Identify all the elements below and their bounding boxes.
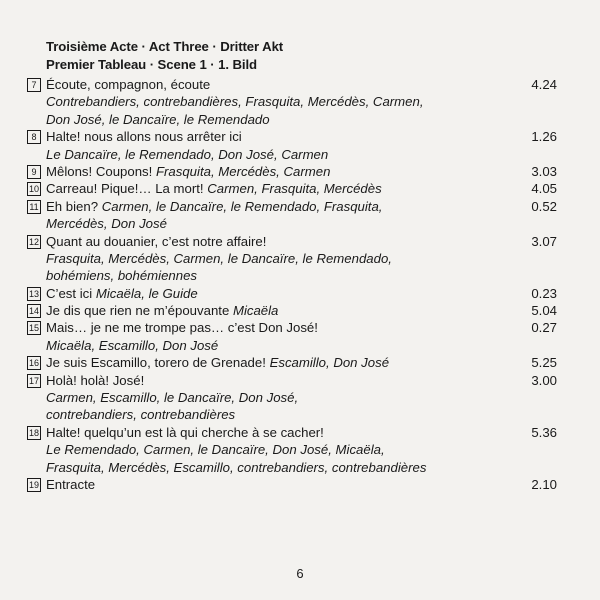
track-performers: bohémiens, bohémiennes [46,268,198,284]
track-performers: Micaëla, Escamillo, Don José [46,337,219,353]
track-list [27,76,557,493]
track-duration: 1.26 [531,129,557,145]
track-title [46,319,318,336]
track-performers: Contrebandiers, contrebandières, Frasquita, Mercédès, Carmen, [46,94,424,110]
track-number: 9 [27,165,41,179]
track-title-line [27,198,557,215]
track-entry [27,285,557,302]
track-duration: 4.24 [531,77,557,92]
track-entry [27,302,557,319]
track-performers: Le Dancaïre, le Remendado, Don José, Carmen [46,146,329,162]
track-performers-inline: Carmen, le Dancaïre, le Remendado, Frasquita, [101,198,383,214]
track-performers: contrebandiers, contrebandières [46,407,236,423]
track-performers: Carmen, Escamillo, le Dancaïre, Don José, [46,390,299,406]
track-title-text: Halte! quelqu’un est là qui cherche à se cacher! [46,424,324,440]
track-number: 19 [28,479,39,490]
track-duration: 2.10 [531,476,557,492]
track-title [46,198,382,215]
track-entry [27,319,557,354]
track-performers: Frasquita, Mercédès, Carmen, le Dancaïre, le Remendado, [46,250,392,266]
track-performers-inline: Frasquita, Mercédès, Carmen [155,163,331,179]
track-title-text: Mêlons! Coupons! [46,163,156,179]
track-performers-inline: Micaëla [232,303,279,319]
track-title [46,180,382,197]
track-title-line [27,180,557,197]
act-title: Troisième Acte · Act Three · Dritter Akt [46,39,284,54]
track-title [46,76,210,93]
track-duration: 5.25 [531,355,557,371]
track-entry [27,198,557,233]
track-title [46,476,95,493]
track-title [46,128,242,145]
track-performers: Mercédès, Don José [46,216,167,232]
track-entry [27,128,557,163]
track-entry [27,372,557,424]
track-number: 15 [28,323,39,334]
track-entry [27,163,557,180]
track-title-line [27,285,557,302]
track-number: 11 [27,200,41,214]
track-performers: Frasquita, Mercédès, Escamillo, contrebandiers, contrebandières [46,459,427,475]
track-title-text: Mais… je ne me trompe pas… c’est Don José! [46,320,318,336]
track-entry [27,424,557,476]
track-number: 12 [28,236,39,247]
track-title-text: Eh bien? [46,198,102,214]
track-title-text: Quant au douanier, c’est notre affaire! [46,233,267,249]
track-number: 14 [28,306,39,317]
track-duration: 3.07 [531,233,557,249]
track-title [46,163,330,180]
track-title-text: Holà! holà! José! [46,372,145,388]
track-title-line [27,163,557,180]
track-duration: 3.03 [531,163,557,179]
track-title-line [27,319,557,336]
track-title-line [27,424,557,441]
track-title-line [27,354,557,371]
track-number: 7 [27,78,41,92]
track-title-text: C’est ici [46,285,96,301]
track-duration: 0.52 [531,198,557,214]
track-duration: 0.23 [531,285,557,301]
track-entry [27,476,557,493]
track-title-text: Halte! nous allons nous arrêter ici [46,129,242,145]
track-entry [27,233,557,285]
scene-title: Premier Tableau · Scene 1 · 1. Bild [46,57,257,72]
track-performers: Don José, le Dancaïre, le Remendado [46,111,270,127]
track-duration: 5.36 [531,424,557,440]
track-entry [27,76,557,128]
track-title-line [27,233,557,250]
track-title-line [27,372,557,389]
track-title-text: Entracte [46,476,96,492]
track-number: 16 [28,358,39,369]
track-title [46,285,198,302]
track-entry [27,180,557,197]
track-title-text: Écoute, compagnon, écoute [46,77,211,92]
track-number: 17 [28,375,39,386]
track-title [46,302,278,319]
track-duration: 5.04 [531,303,557,319]
track-title-line [27,302,557,319]
track-title-text: Je dis que rien ne m’épouvante [46,303,233,319]
track-title-line [27,76,557,93]
track-title-line [27,128,557,145]
track-title [46,424,324,441]
track-title [46,354,389,371]
track-performers: Le Remendado, Carmen, le Dancaïre, Don José, Micaëla, [46,442,385,458]
track-title [46,233,266,250]
act-header [46,38,283,74]
track-number: 18 [28,427,39,438]
track-duration: 0.27 [531,320,557,336]
track-title-text: Carreau! Pique!… La mort! [46,181,208,197]
track-entry [27,354,557,371]
track-performers-inline: Escamillo, Don José [269,355,390,371]
track-duration: 4.05 [531,181,557,197]
track-number: 13 [28,288,39,299]
track-performers-inline: Micaëla, le Guide [95,285,198,301]
page-number: 6 [296,566,304,581]
track-number: 8 [27,130,41,144]
track-duration: 3.00 [531,372,557,388]
track-title-line [27,476,557,493]
track-title [46,372,144,389]
track-number: 10 [28,184,39,195]
track-performers-inline: Carmen, Frasquita, Mercédès [207,181,382,197]
track-title-text: Je suis Escamillo, torero de Grenade! [46,355,270,371]
